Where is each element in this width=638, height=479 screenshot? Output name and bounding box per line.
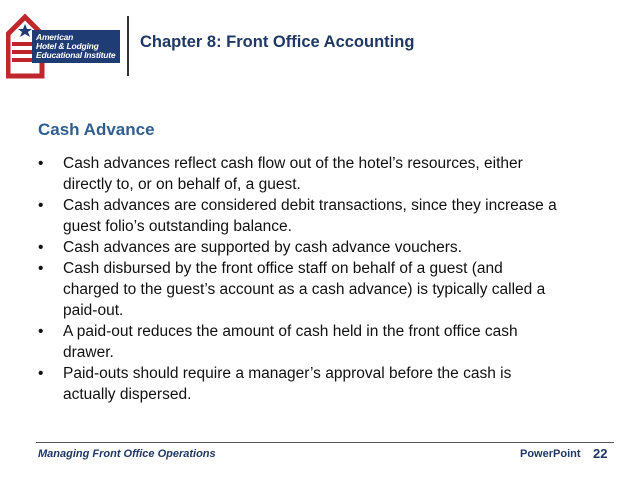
bullet-line: A paid-out reduces the amount of cash held in the front office cash [63,323,518,340]
bullet-item [38,363,628,405]
bullet-dot: • [38,260,44,277]
header-divider [127,16,129,76]
bullet-line: Cash disbursed by the front office staff on behalf of a guest (and [63,260,503,277]
bullet-line: Paid-outs should require a manager’s approval before the cash is [63,365,512,382]
bullet-list [38,153,628,405]
bullet-item [38,321,628,363]
logo-line-1: American [36,32,74,42]
bullet-item [38,153,628,195]
logo-line-2: Hotel & Lodging [36,41,99,51]
bullet-dot: • [38,365,44,382]
bullet-item [38,195,628,237]
bullet-line: directly to, or on behalf of, a guest. [63,176,301,193]
footer-divider [36,442,614,443]
bullet-line: Cash advances reflect cash flow out of the hotel’s resources, either [63,155,523,172]
chapter-title: Chapter 8: Front Office Accounting [140,33,415,51]
bullet-item [38,237,628,258]
ahlei-logo [6,12,122,82]
footer-powerpoint-label: PowerPoint [520,448,581,460]
bullet-dot: • [38,155,44,172]
bullet-dot: • [38,323,44,340]
bullet-line: drawer. [63,344,114,361]
footer-course-title: Managing Front Office Operations [38,448,216,460]
bullet-line: guest folio’s outstanding balance. [63,218,292,235]
bullet-line: charged to the guest’s account as a cash advance) is typically called a [63,281,546,298]
bullet-dot: • [38,239,44,256]
logo-line-3: Educational Institute [36,50,116,60]
bullet-item [38,258,628,321]
bullet-dot: • [38,197,44,214]
page-number: 22 [593,446,608,461]
slide-heading: Cash Advance [38,120,155,139]
bullet-line: actually dispersed. [63,386,192,403]
bullet-line: Cash advances are supported by cash advance vouchers. [63,239,462,256]
logo-wordmark [36,33,122,60]
bullet-line: Cash advances are considered debit transactions, since they increase a [63,197,557,214]
bullet-line: paid-out. [63,302,124,319]
